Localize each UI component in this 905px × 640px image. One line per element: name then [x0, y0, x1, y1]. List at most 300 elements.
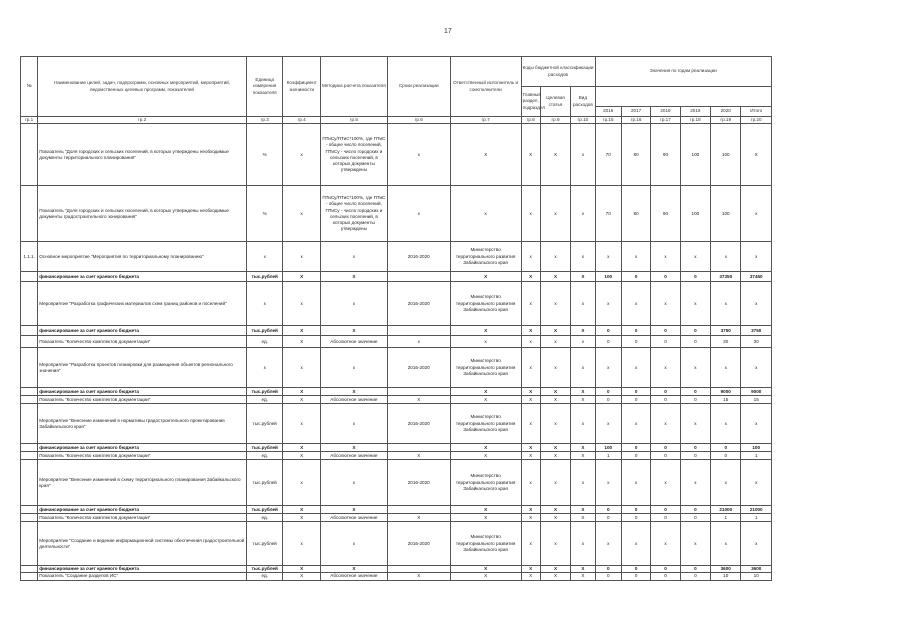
- cell-value: х: [741, 186, 772, 242]
- cell-unit: тыс.рублей: [246, 388, 282, 396]
- cell-coef: Х: [283, 272, 320, 282]
- cell-value: Х: [741, 124, 772, 186]
- cell-unit: х: [246, 242, 282, 272]
- cell-value: х: [595, 404, 621, 444]
- cell-value: 0: [651, 444, 680, 452]
- cell-value: 0: [711, 452, 741, 460]
- cell-term: Х: [387, 514, 450, 522]
- cell-coef: Х: [283, 573, 320, 580]
- page-number: 17: [444, 28, 452, 35]
- cell-c2: Х: [540, 573, 570, 580]
- cell-coef: Х: [283, 336, 320, 348]
- cell-value: 100: [680, 124, 710, 186]
- cell-c1: Х: [521, 506, 540, 514]
- cell-term: х: [387, 336, 450, 348]
- cell-value: х: [595, 242, 621, 272]
- cell-value: 90: [651, 124, 680, 186]
- cell-coef: х: [283, 460, 320, 506]
- cell-value: 100: [711, 186, 741, 242]
- cell-unit: %: [246, 186, 282, 242]
- cell-c3: Х: [571, 272, 595, 282]
- cell-value: 0: [680, 326, 710, 336]
- cell-value: х: [680, 242, 710, 272]
- cell-c1: Х: [521, 566, 540, 573]
- table-row: [21, 522, 772, 566]
- cell-num: [21, 326, 38, 336]
- cell-num: [21, 282, 38, 326]
- cell-value: х: [741, 404, 772, 444]
- cell-c1: Х: [521, 444, 540, 452]
- table-row: [21, 124, 772, 186]
- cell-name: Показатель "Доля городских и сельских поселений, в которых утверждены необходимые документы территориального планирования": [38, 124, 247, 186]
- cell-value: 0: [595, 573, 621, 580]
- cell-term: 2016-2020: [387, 348, 450, 388]
- cell-term: [387, 444, 450, 452]
- cell-name: Показатель "Количество комплектов документации": [38, 514, 247, 522]
- cell-value: х: [711, 460, 741, 506]
- cell-value: х: [651, 460, 680, 506]
- table-row: [21, 242, 772, 272]
- cell-value: 100: [595, 444, 621, 452]
- cell-method: х: [320, 522, 387, 566]
- cell-value: х: [680, 404, 710, 444]
- cell-c2: х: [540, 460, 570, 506]
- cell-unit: х: [246, 348, 282, 388]
- cell-value: 0: [595, 336, 621, 348]
- cell-method: Х: [320, 272, 387, 282]
- cell-num: [21, 573, 38, 580]
- cell-method: Абсолютное значение: [320, 573, 387, 580]
- cell-method: х: [320, 404, 387, 444]
- cell-c2: х: [540, 404, 570, 444]
- cell-value: х: [711, 282, 741, 326]
- cell-c1: Х: [521, 396, 540, 404]
- cell-c2: Х: [540, 452, 570, 460]
- cell-unit: х: [246, 282, 282, 326]
- cell-value: 1: [741, 514, 772, 522]
- cell-value: х: [651, 348, 680, 388]
- cell-value: 0: [595, 514, 621, 522]
- cell-value: 0: [651, 573, 680, 580]
- col-method: Методика расчета показателя: [320, 57, 387, 117]
- year-2020: 2020: [711, 107, 741, 117]
- cell-value: 0: [680, 566, 710, 573]
- cell-value: 0: [651, 272, 680, 282]
- column-number: гр.5: [320, 117, 387, 124]
- col-values: Значения по годам реализации: [595, 57, 771, 87]
- column-number: гр.16: [621, 117, 650, 124]
- cell-value: 1: [595, 452, 621, 460]
- cell-value: 100: [741, 444, 772, 452]
- cell-value: х: [651, 404, 680, 444]
- financing-row: [21, 566, 772, 573]
- cell-c1: х: [521, 186, 540, 242]
- cell-c1: х: [521, 348, 540, 388]
- year-2017: 2017: [621, 107, 650, 117]
- cell-unit: тыс.рублей: [246, 404, 282, 444]
- cell-coef: х: [283, 242, 320, 272]
- cell-num: [21, 566, 38, 573]
- cell-value: 0: [651, 388, 680, 396]
- financing-row: [21, 444, 772, 452]
- cell-c2: Х: [540, 396, 570, 404]
- cell-term: [387, 388, 450, 396]
- cell-resp: Х: [450, 124, 521, 186]
- cell-value: 0: [595, 566, 621, 573]
- cell-num: [21, 124, 38, 186]
- cell-value: 21000: [711, 506, 741, 514]
- cell-value: 30: [711, 336, 741, 348]
- col-codes: Коды бюджетной классификации расходов: [521, 57, 595, 87]
- cell-c1: х: [521, 336, 540, 348]
- cell-value: 100: [680, 186, 710, 242]
- cell-value: 0: [595, 388, 621, 396]
- cell-name: Показатель "Количество комплектов документации": [38, 336, 247, 348]
- cell-c1: Х: [521, 573, 540, 580]
- table-row: [21, 396, 772, 404]
- cell-c2: Х: [540, 326, 570, 336]
- cell-value: х: [595, 522, 621, 566]
- column-number: гр.3: [246, 117, 282, 124]
- cell-coef: Х: [283, 388, 320, 396]
- cell-value: 0: [621, 444, 650, 452]
- cell-name: Мероприятие "Разработка проектов планировки для размещения объектов регионального значения": [38, 348, 247, 388]
- col-unit: Единица измерения показателя: [246, 57, 282, 117]
- cell-c3: х: [571, 242, 595, 272]
- cell-num: [21, 404, 38, 444]
- cell-value: 0: [651, 452, 680, 460]
- cell-c2: х: [540, 348, 570, 388]
- cell-resp: Х: [450, 396, 521, 404]
- column-number-row: [21, 117, 772, 124]
- financing-row: [21, 388, 772, 396]
- cell-c2: Х: [540, 506, 570, 514]
- cell-unit: тыс.рублей: [246, 522, 282, 566]
- cell-resp: Х: [450, 444, 521, 452]
- column-number: гр.19: [711, 117, 741, 124]
- cell-c3: Х: [571, 452, 595, 460]
- cell-c1: Х: [521, 452, 540, 460]
- cell-value: 0: [651, 396, 680, 404]
- cell-term: х: [387, 124, 450, 186]
- cell-value: х: [741, 348, 772, 388]
- cell-c3: х: [571, 404, 595, 444]
- cell-value: 37350: [711, 272, 741, 282]
- cell-value: 0: [621, 272, 650, 282]
- cell-c3: Х: [571, 388, 595, 396]
- cell-unit: тыс.рублей: [246, 460, 282, 506]
- cell-unit: ед.: [246, 396, 282, 404]
- cell-resp: х: [450, 186, 521, 242]
- cell-c1: х: [521, 282, 540, 326]
- cell-value: 80: [621, 124, 650, 186]
- cell-unit: ед.: [246, 452, 282, 460]
- cell-term: [387, 326, 450, 336]
- cell-value: 21000: [741, 506, 772, 514]
- cell-coef: х: [283, 186, 320, 242]
- cell-c3: Х: [571, 566, 595, 573]
- cell-coef: Х: [283, 444, 320, 452]
- cell-num: [21, 388, 38, 396]
- cell-resp: Х: [450, 452, 521, 460]
- cell-value: х: [595, 348, 621, 388]
- cell-method: х: [320, 242, 387, 272]
- cell-value: 0: [621, 566, 650, 573]
- cell-value: х: [711, 242, 741, 272]
- cell-unit: тыс.рублей: [246, 506, 282, 514]
- cell-term: Х: [387, 573, 450, 580]
- col-code-section: Главный раздел, подраздел: [521, 87, 540, 117]
- cell-value: х: [680, 348, 710, 388]
- cell-name: Мероприятие "Внесение изменений в нормативы градостроительного проектирования Забайкальского края": [38, 404, 247, 444]
- financing-row: [21, 272, 772, 282]
- cell-value: 0: [680, 506, 710, 514]
- cell-value: х: [621, 460, 650, 506]
- cell-value: х: [621, 404, 650, 444]
- table-row: [21, 460, 772, 506]
- cell-c2: х: [540, 336, 570, 348]
- cell-unit: тыс.рублей: [246, 326, 282, 336]
- cell-name: Мероприятие "Создание и ведение информационной системы обеспечения градостроительной деятельности": [38, 522, 247, 566]
- cell-unit: тыс.рублей: [246, 272, 282, 282]
- table-row: [21, 514, 772, 522]
- cell-coef: Х: [283, 566, 320, 573]
- column-number: гр.2: [38, 117, 247, 124]
- cell-coef: х: [283, 124, 320, 186]
- cell-c1: х: [521, 404, 540, 444]
- cell-c1: Х: [521, 514, 540, 522]
- cell-method: х: [320, 460, 387, 506]
- col-no: №: [21, 57, 38, 117]
- cell-name: Показатель "Доля городских и сельских поселений, в которых утверждены необходимые документы градостроительного зонирования": [38, 186, 247, 242]
- cell-value: 9000: [741, 388, 772, 396]
- year-2019: 2019: [680, 107, 710, 117]
- cell-c3: х: [571, 460, 595, 506]
- cell-value: х: [711, 348, 741, 388]
- cell-resp: Х: [450, 506, 521, 514]
- cell-c2: х: [540, 242, 570, 272]
- cell-c2: Х: [540, 514, 570, 522]
- cell-value: х: [595, 282, 621, 326]
- cell-method: х: [320, 282, 387, 326]
- cell-num: [21, 444, 38, 452]
- cell-value: 0: [595, 326, 621, 336]
- cell-value: 0: [680, 336, 710, 348]
- cell-value: х: [621, 242, 650, 272]
- cell-value: 70: [595, 124, 621, 186]
- header-row-1: [21, 57, 772, 87]
- cell-term: 2016-2020: [387, 282, 450, 326]
- cell-value: х: [621, 282, 650, 326]
- table-row: [21, 336, 772, 348]
- financing-row: [21, 506, 772, 514]
- years-spacer: [595, 87, 771, 107]
- col-name: Наименование целей, задач, подпрограмм, основных мероприятий, мероприятий, ведомственных целевых программ, показателей: [38, 57, 247, 117]
- cell-term: [387, 272, 450, 282]
- cell-value: 0: [651, 514, 680, 522]
- cell-value: 9000: [711, 388, 741, 396]
- cell-method: ПТиСу/ПТиС*100%, где ПТиС - общее число поселений, ПТиСу - число городских и сельских поселений, в которых документы утверждены: [320, 186, 387, 242]
- table-row: [21, 452, 772, 460]
- cell-c1: Х: [521, 272, 540, 282]
- cell-num: [21, 452, 38, 460]
- cell-value: х: [741, 282, 772, 326]
- cell-num: [21, 460, 38, 506]
- cell-value: 0: [651, 566, 680, 573]
- cell-term: 2016-2020: [387, 242, 450, 272]
- cell-value: 0: [595, 506, 621, 514]
- cell-name: финансирование за счет краевого бюджета: [38, 388, 247, 396]
- cell-value: 0: [621, 396, 650, 404]
- cell-name: Показатель "Количество комплектов документации": [38, 452, 247, 460]
- cell-term: Х: [387, 452, 450, 460]
- cell-name: Показатель "Количество комплектов документации": [38, 396, 247, 404]
- cell-value: х: [711, 522, 741, 566]
- cell-num: [21, 522, 38, 566]
- cell-resp: Министерство территориального развития Забайкальского края: [450, 460, 521, 506]
- cell-unit: ед.: [246, 336, 282, 348]
- cell-method: Х: [320, 506, 387, 514]
- cell-unit: ед.: [246, 514, 282, 522]
- column-number: гр.1: [21, 117, 38, 124]
- column-number: гр.15: [595, 117, 621, 124]
- cell-name: Мероприятие "Внесение изменений в схему территориального планирования Забайкальского края": [38, 460, 247, 506]
- col-resp: Ответственный исполнитель и соисполнители: [450, 57, 521, 117]
- cell-resp: х: [450, 336, 521, 348]
- cell-term: 2016-2020: [387, 460, 450, 506]
- cell-resp: Министерство территориального развития Забайкальского края: [450, 282, 521, 326]
- cell-c3: х: [571, 186, 595, 242]
- cell-c2: Х: [540, 124, 570, 186]
- cell-value: 0: [621, 573, 650, 580]
- cell-method: Абсолютное значение: [320, 396, 387, 404]
- col-term: Сроки реализации: [387, 57, 450, 117]
- cell-resp: Министерство территориального развития Забайкальского края: [450, 404, 521, 444]
- cell-unit: тыс.рублей: [246, 444, 282, 452]
- cell-value: 0: [621, 452, 650, 460]
- cell-value: 100: [595, 272, 621, 282]
- cell-term: [387, 566, 450, 573]
- cell-value: 0: [621, 514, 650, 522]
- cell-method: Х: [320, 566, 387, 573]
- cell-value: 0: [680, 272, 710, 282]
- cell-c1: х: [521, 522, 540, 566]
- cell-c3: Х: [571, 396, 595, 404]
- cell-value: х: [741, 522, 772, 566]
- cell-value: 15: [741, 396, 772, 404]
- cell-c3: х: [571, 282, 595, 326]
- cell-value: 10: [741, 573, 772, 580]
- cell-c3: Х: [571, 573, 595, 580]
- cell-value: 3600: [711, 566, 741, 573]
- cell-value: х: [595, 460, 621, 506]
- cell-coef: Х: [283, 506, 320, 514]
- cell-name: финансирование за счет краевого бюджета: [38, 326, 247, 336]
- cell-c3: Х: [571, 514, 595, 522]
- cell-method: Абсолютное значение: [320, 452, 387, 460]
- cell-value: х: [680, 522, 710, 566]
- cell-c2: х: [540, 522, 570, 566]
- col-code-article: Целевая статья: [540, 87, 570, 117]
- cell-coef: Х: [283, 452, 320, 460]
- cell-resp: Х: [450, 514, 521, 522]
- column-number: гр.17: [651, 117, 680, 124]
- cell-value: х: [651, 242, 680, 272]
- cell-resp: Х: [450, 388, 521, 396]
- cell-unit: %: [246, 124, 282, 186]
- cell-value: х: [741, 460, 772, 506]
- cell-c3: х: [571, 522, 595, 566]
- cell-c2: Х: [540, 566, 570, 573]
- cell-value: 0: [651, 506, 680, 514]
- cell-value: 10: [711, 573, 741, 580]
- year-2018: 2018: [651, 107, 680, 117]
- cell-value: 3750: [711, 326, 741, 336]
- cell-resp: Х: [450, 272, 521, 282]
- table-row: [21, 348, 772, 388]
- cell-resp: Министерство территориального развития Забайкальского края: [450, 242, 521, 272]
- cell-term: 2016-2020: [387, 522, 450, 566]
- cell-c3: х: [571, 348, 595, 388]
- cell-value: х: [651, 282, 680, 326]
- table-row: [21, 404, 772, 444]
- cell-coef: Х: [283, 514, 320, 522]
- cell-name: финансирование за счет краевого бюджета: [38, 272, 247, 282]
- cell-value: х: [680, 460, 710, 506]
- cell-value: 15: [711, 396, 741, 404]
- cell-value: 3750: [741, 326, 772, 336]
- col-coef: Коэффициент значимости: [283, 57, 320, 117]
- cell-value: 70: [595, 186, 621, 242]
- cell-num: [21, 514, 38, 522]
- cell-c1: х: [521, 242, 540, 272]
- cell-coef: Х: [283, 396, 320, 404]
- column-number: гр.7: [450, 117, 521, 124]
- cell-value: 80: [621, 186, 650, 242]
- cell-method: Х: [320, 326, 387, 336]
- cell-name: финансирование за счет краевого бюджета: [38, 566, 247, 573]
- cell-value: 0: [680, 514, 710, 522]
- cell-num: [21, 348, 38, 388]
- cell-value: 0: [651, 336, 680, 348]
- cell-resp: Министерство территориального развития Забайкальского края: [450, 522, 521, 566]
- cell-value: 0: [651, 326, 680, 336]
- cell-c2: Х: [540, 272, 570, 282]
- col-code-type: Вид расходов: [571, 87, 595, 117]
- cell-c2: Х: [540, 444, 570, 452]
- cell-value: 0: [680, 573, 710, 580]
- cell-resp: Х: [450, 566, 521, 573]
- column-number: гр.8: [521, 117, 540, 124]
- cell-c3: Х: [571, 444, 595, 452]
- cell-resp: Х: [450, 326, 521, 336]
- cell-c2: х: [540, 186, 570, 242]
- cell-unit: тыс.рублей: [246, 566, 282, 573]
- column-number: гр.4: [283, 117, 320, 124]
- cell-value: 0: [621, 506, 650, 514]
- cell-value: х: [621, 348, 650, 388]
- cell-value: х: [711, 404, 741, 444]
- cell-num: 1.1.1.: [21, 242, 38, 272]
- cell-term: х: [387, 186, 450, 242]
- column-number: гр.20: [741, 117, 772, 124]
- cell-value: х: [621, 522, 650, 566]
- cell-name: Основное мероприятие "Мероприятия по территориальному планированию": [38, 242, 247, 272]
- year-total: Итого: [741, 107, 772, 117]
- cell-c1: х: [521, 460, 540, 506]
- cell-method: х: [320, 348, 387, 388]
- cell-coef: х: [283, 522, 320, 566]
